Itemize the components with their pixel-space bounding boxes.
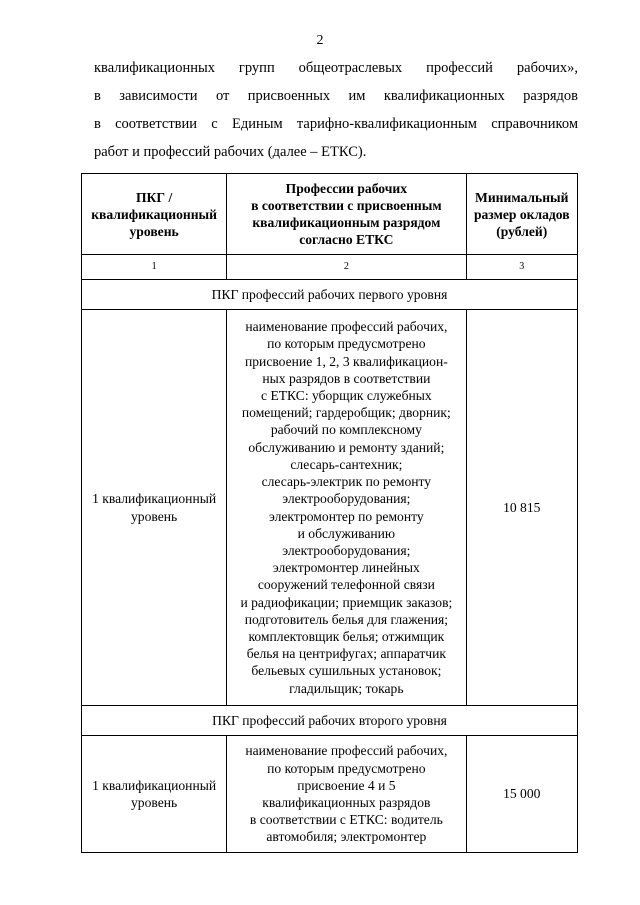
table-header-row <box>82 174 578 255</box>
column-number: 3 <box>466 255 577 280</box>
intro-paragraph <box>94 54 578 166</box>
qualification-level: 1 квалификационный уровень <box>82 736 227 853</box>
professions-list: наименование профессий рабочих, по которым предусмотрено присвоение 1, 2, 3 квалификацион- ных разрядов в соответствии с ЕТКС: уборщик служебных помещений; гардеробщик; дворник; рабочий по комплексному обслуживанию и ремонту зданий; слесарь-сантехник; слесарь-электрик по ремонту электрооборудования; электромонтер по ремонту и обслуживанию электрооборудования; электромонтер линейных сооружений телефонной связи и радиофикации; приемщик заказов; подготовитель белья для глажения; комплектовщик белья; отжимщик белья на центрифугах; аппаратчик бельевых сушильных установок; гладильщик; токарь <box>227 310 466 706</box>
intro-line: квалификационных групп общеотраслевых профессий рабочих», <box>94 60 578 76</box>
header-min-salary: Минимальный размер окладов (рублей) <box>466 174 577 255</box>
intro-line: в зависимости от присвоенных им квалификационных разрядов <box>94 88 578 104</box>
header-pkg-level: ПКГ / квалификационный уровень <box>82 174 227 255</box>
table-row <box>82 310 578 706</box>
min-salary: 15 000 <box>466 736 577 853</box>
qualification-groups-table <box>81 173 578 853</box>
intro-line: в соответствии с Единым тарифно-квалификационным справочником <box>94 116 578 132</box>
column-number: 2 <box>227 255 466 280</box>
column-number: 1 <box>82 255 227 280</box>
page-number: 2 <box>316 33 324 48</box>
group-title-row <box>82 706 578 736</box>
group-title: ПКГ профессий рабочих первого уровня <box>82 280 578 310</box>
min-salary: 10 815 <box>466 310 577 706</box>
column-numbers-row <box>82 255 578 280</box>
group-title: ПКГ профессий рабочих второго уровня <box>82 706 578 736</box>
table-row <box>82 736 578 853</box>
qualification-level: 1 квалификационный уровень <box>82 310 227 706</box>
header-professions: Профессии рабочих в соответствии с присвоенным квалификационным разрядом согласно ЕТКС <box>227 174 466 255</box>
group-title-row <box>82 280 578 310</box>
professions-list: наименование профессий рабочих, по которым предусмотрено присвоение 4 и 5 квалификационных разрядов в соответствии с ЕТКС: водитель автомобиля; электромонтер <box>227 736 466 853</box>
intro-line: работ и профессий рабочих (далее – ЕТКС). <box>94 144 367 160</box>
